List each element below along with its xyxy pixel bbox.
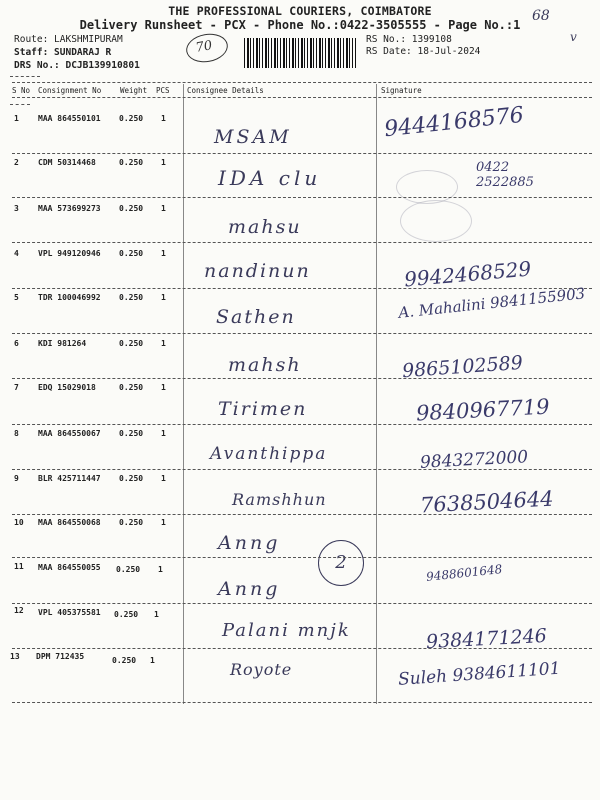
signature-handwriting: 9865102589 <box>401 351 524 383</box>
consignee-handwriting: MSAM <box>214 126 292 148</box>
staff-label: Staff: SUNDARAJ R <box>14 47 112 58</box>
row-consignment: VPL 949120946 <box>38 249 101 258</box>
rs-number: RS No.: 1399108 <box>366 34 452 45</box>
row-pcs: 1 <box>150 656 155 665</box>
circled-mark: 2 <box>318 540 364 586</box>
row-sno: 13 <box>10 652 20 661</box>
row-weight: 0.250 <box>116 565 141 574</box>
drs-label: DRS No.: DCJB139910801 <box>14 60 140 71</box>
signature-handwriting: 9488601648 <box>425 562 503 584</box>
row-sno: 11 <box>14 562 24 571</box>
row-divider <box>12 557 592 558</box>
row-sno: 4 <box>14 249 19 258</box>
divider <box>10 76 40 77</box>
row-consignment: BLR 425711447 <box>38 474 101 483</box>
row-sno: 3 <box>14 204 19 213</box>
row-divider <box>12 333 592 334</box>
signature-handwriting: 9843272000 <box>419 447 529 473</box>
consignee-handwriting: Ramshhun <box>232 490 327 509</box>
row-divider <box>12 378 592 379</box>
column-divider <box>183 84 184 704</box>
consignee-handwriting: Avanthippa <box>210 444 328 464</box>
signature-handwriting: 9444168576 <box>383 102 525 143</box>
row-divider <box>12 469 592 470</box>
row-pcs: 1 <box>161 204 166 213</box>
consignee-handwriting: mahsh <box>228 354 302 376</box>
consignee-handwriting: Palani mnjk <box>222 620 351 641</box>
row-sno: 12 <box>14 606 24 615</box>
signature-handwriting: 9942468529 <box>403 256 533 292</box>
signature-handwriting: Suleh 9384611101 <box>397 658 562 690</box>
row-sno: 1 <box>14 114 19 123</box>
row-weight: 0.250 <box>119 249 144 258</box>
row-weight: 0.250 <box>119 204 144 213</box>
corner-note: 68 <box>532 8 550 24</box>
row-sno: 6 <box>14 339 19 348</box>
consignee-handwriting: Royote <box>230 660 293 679</box>
row-pcs: 1 <box>161 383 166 392</box>
row-divider <box>12 648 592 649</box>
col-weight: Weight <box>120 86 148 95</box>
row-consignment: CDM 50314468 <box>38 158 96 167</box>
consignee-handwriting: mahsu <box>228 216 302 238</box>
row-sno: 8 <box>14 429 19 438</box>
route-label: Route: LAKSHMIPURAM <box>14 34 123 45</box>
row-weight: 0.250 <box>119 114 144 123</box>
row-consignment: KDI 981264 <box>38 339 87 348</box>
row-weight: 0.250 <box>119 383 144 392</box>
row-consignment: VPL 405375581 <box>38 608 101 617</box>
col-signature: Signature <box>381 86 422 95</box>
row-consignment: MAA 864550067 <box>38 429 101 438</box>
signature-handwriting: 9840967719 <box>415 394 551 426</box>
stamp-mark <box>396 170 458 204</box>
row-weight: 0.250 <box>119 474 144 483</box>
row-pcs: 1 <box>161 293 166 302</box>
consignee-handwriting: IDA clu <box>218 166 322 190</box>
company-name: THE PROFESSIONAL COURIERS, COIMBATORE <box>168 4 432 18</box>
col-consignment: Consignment No <box>38 86 102 95</box>
row-divider <box>12 514 592 515</box>
row-sno: 2 <box>14 158 19 167</box>
consignee-handwriting: Tirimen <box>218 398 308 420</box>
runsheet-title: Delivery Runsheet - PCX - Phone No.:0422-3505555 - Page No.:1 <box>79 18 521 32</box>
row-sno: 5 <box>14 293 19 302</box>
consignee-handwriting: Sathen <box>216 306 296 328</box>
row-pcs: 1 <box>161 474 166 483</box>
consignee-handwriting: Anng <box>218 532 281 554</box>
signature-handwriting: 9384171246 <box>425 624 548 654</box>
corner-tick: v <box>570 30 577 44</box>
col-sno: S No <box>12 86 31 95</box>
row-consignment: MAA 573699273 <box>38 204 101 213</box>
rs-date: RS Date: 18-Jul-2024 <box>366 46 481 57</box>
consignee-handwriting: nandinun <box>204 260 311 282</box>
row-pcs: 1 <box>161 429 166 438</box>
circled-number: 70 <box>184 31 230 66</box>
row-pcs: 1 <box>154 610 159 619</box>
row-consignment: DPM 712435 <box>36 652 85 661</box>
row-weight: 0.250 <box>114 610 139 619</box>
stamp-mark <box>400 200 472 242</box>
row-sno: 10 <box>14 518 24 527</box>
row-pcs: 1 <box>161 249 166 258</box>
signature-handwriting: A. Mahalini 9841155903 <box>397 284 586 322</box>
divider <box>12 82 592 83</box>
row-divider <box>12 288 592 289</box>
col-consignee: Consignee Details <box>187 86 264 95</box>
row-sno: 7 <box>14 383 19 392</box>
row-pcs: 1 <box>161 339 166 348</box>
row-weight: 0.250 <box>112 656 137 665</box>
consignee-handwriting: Anng <box>218 578 281 600</box>
barcode <box>244 38 356 68</box>
row-weight: 0.250 <box>119 339 144 348</box>
row-divider <box>12 424 592 425</box>
row-pcs: 1 <box>161 518 166 527</box>
row-consignment: MAA 864550101 <box>38 114 101 123</box>
row-weight: 0.250 <box>119 293 144 302</box>
row-consignment: EDQ 15029018 <box>38 383 96 392</box>
row-consignment: MAA 864550055 <box>38 563 101 572</box>
row-divider <box>12 603 592 604</box>
row-divider <box>12 242 592 243</box>
row-consignment: TDR 100046992 <box>38 293 101 302</box>
row-pcs: 1 <box>161 158 166 167</box>
divider <box>12 97 592 98</box>
column-divider <box>376 84 377 704</box>
row-weight: 0.250 <box>119 518 144 527</box>
row-divider <box>12 702 592 703</box>
signature-handwriting: 0422 2522885 <box>476 160 534 190</box>
signature-handwriting: 7638504644 <box>419 486 555 518</box>
row-divider <box>12 153 592 154</box>
row-weight: 0.250 <box>119 158 144 167</box>
col-pcs: PCS <box>156 86 170 95</box>
divider <box>10 104 30 105</box>
row-sno: 9 <box>14 474 19 483</box>
row-consignment: MAA 864550068 <box>38 518 101 527</box>
row-pcs: 1 <box>158 565 163 574</box>
row-weight: 0.250 <box>119 429 144 438</box>
row-pcs: 1 <box>161 114 166 123</box>
row-divider <box>12 197 592 198</box>
